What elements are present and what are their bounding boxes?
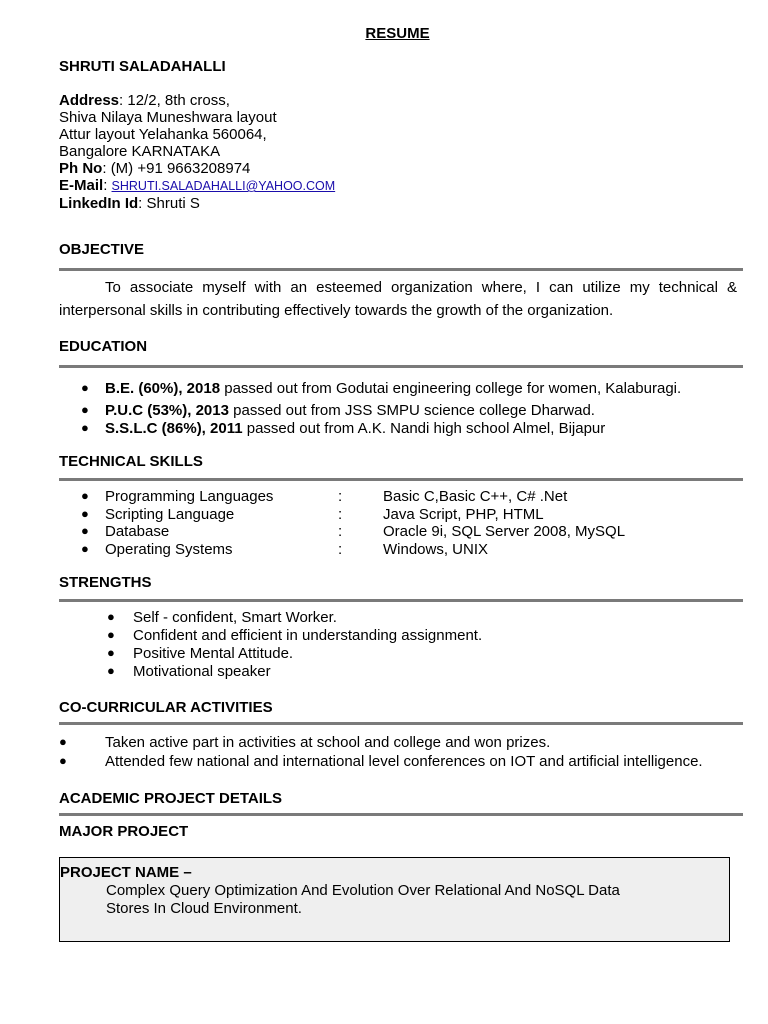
skill-value: Oracle 9i, SQL Server 2008, MySQL [383, 523, 626, 540]
skill-separator: : [338, 541, 343, 558]
strength-text: Positive Mental Attitude. [133, 645, 294, 662]
skill-value: Basic C,Basic C++, C# .Net [383, 488, 568, 505]
project-heading: ACADEMIC PROJECT DETAILS [59, 790, 283, 807]
skill-key: Programming Languages [105, 488, 274, 505]
linkedin-label: LinkedIn Id [59, 195, 139, 212]
strengths-heading: STRENGTHS [59, 574, 152, 591]
skills-divider [59, 478, 743, 481]
resume-title: RESUME [365, 25, 430, 42]
project-line-1: Complex Query Optimization And Evolution Over Relational And NoSQL Data [106, 882, 620, 899]
bullet-icon: ● [59, 753, 67, 768]
objective-heading: OBJECTIVE [59, 241, 145, 258]
skill-value: Windows, UNIX [383, 541, 489, 558]
address-label: Address [59, 92, 120, 109]
bullet-icon: ● [59, 734, 67, 749]
bullet-icon: ● [81, 541, 89, 556]
project-name-label: PROJECT NAME – [60, 864, 192, 881]
skill-separator: : [338, 488, 343, 505]
bullet-icon: ● [81, 523, 89, 538]
address-line-1: Address: 12/2, 8th cross, [59, 92, 230, 109]
education-detail: passed out from Godutai engineering college for women, Kalaburagi. [220, 380, 682, 397]
bullet-icon: ● [81, 380, 89, 395]
bullet-icon: ● [107, 609, 115, 624]
address-line-4: Bangalore KARNATAKA [59, 143, 221, 160]
education-divider [59, 365, 743, 368]
skill-key: Scripting Language [105, 506, 235, 523]
education-degree: S.S.L.C (86%), 2011 [105, 420, 243, 437]
major-project-heading: MAJOR PROJECT [59, 823, 189, 840]
activity-text: Taken active part in activities at school and college and won prizes. [105, 734, 551, 751]
skill-separator: : [338, 523, 343, 540]
strengths-divider [59, 599, 743, 602]
objective-divider [59, 268, 743, 271]
address-line-3: Attur layout Yelahanka 560064, [59, 126, 267, 143]
phone-value: (M) +91 9663208974 [110, 160, 251, 177]
email-line: E-Mail: SHRUTI.SALADAHALLI@YAHOO.COM [59, 177, 336, 194]
linkedin-value: Shruti S [146, 195, 200, 212]
project-divider [59, 813, 743, 816]
bullet-icon: ● [81, 402, 89, 417]
objective-body: To associate myself with an esteemed organization where, I can utilize my technical & interpersonal skills in contributing effectively towards the growth of the organization. [59, 279, 737, 319]
phone-line: Ph No: (M) +91 9663208974 [59, 160, 251, 177]
bullet-icon: ● [81, 506, 89, 521]
bullet-icon: ● [81, 488, 89, 503]
contact-block [59, 92, 335, 212]
cocurricular-divider [59, 722, 743, 725]
phone-label: Ph No [59, 160, 103, 177]
objective-text [59, 276, 737, 322]
project-box [59, 857, 730, 942]
project-description [106, 882, 686, 918]
education-degree: B.E. (60%), 2018 [105, 380, 221, 397]
strength-text: Confident and efficient in understanding assignment. [133, 627, 483, 644]
candidate-name: SHRUTI SALADAHALLI [59, 58, 226, 75]
strength-text: Motivational speaker [133, 663, 271, 680]
skill-separator: : [338, 506, 343, 523]
skill-key: Database [105, 523, 170, 540]
education-detail: passed out from A.K. Nandi high school Almel, Bijapur [242, 420, 606, 437]
bullet-icon: ● [107, 627, 115, 642]
bullet-icon: ● [81, 420, 89, 435]
linkedin-line: LinkedIn Id: Shruti S [59, 195, 200, 212]
bullet-icon: ● [107, 663, 115, 678]
email-link[interactable]: SHRUTI.SALADAHALLI@YAHOO.COM [111, 179, 336, 193]
skills-heading: TECHNICAL SKILLS [59, 453, 203, 470]
education-heading: EDUCATION [59, 338, 148, 355]
education-detail: passed out from JSS SMPU science college Dharwad. [228, 402, 595, 419]
cocurricular-heading: CO-CURRICULAR ACTIVITIES [59, 699, 273, 716]
project-line-2: Stores In Cloud Environment. [106, 900, 302, 917]
skill-key: Operating Systems [105, 541, 233, 558]
bullet-icon: ● [107, 645, 115, 660]
address-line-2: Shiva Nilaya Muneshwara layout [59, 109, 277, 126]
skill-value: Java Script, PHP, HTML [383, 506, 544, 523]
address-text-1: 12/2, 8th cross, [127, 92, 230, 109]
email-label: E-Mail [59, 177, 104, 194]
education-degree: P.U.C (53%), 2013 [105, 402, 229, 419]
activity-text: Attended few national and international level conferences on IOT and artificial intelligence. [105, 753, 703, 770]
strength-text: Self - confident, Smart Worker. [133, 609, 337, 626]
